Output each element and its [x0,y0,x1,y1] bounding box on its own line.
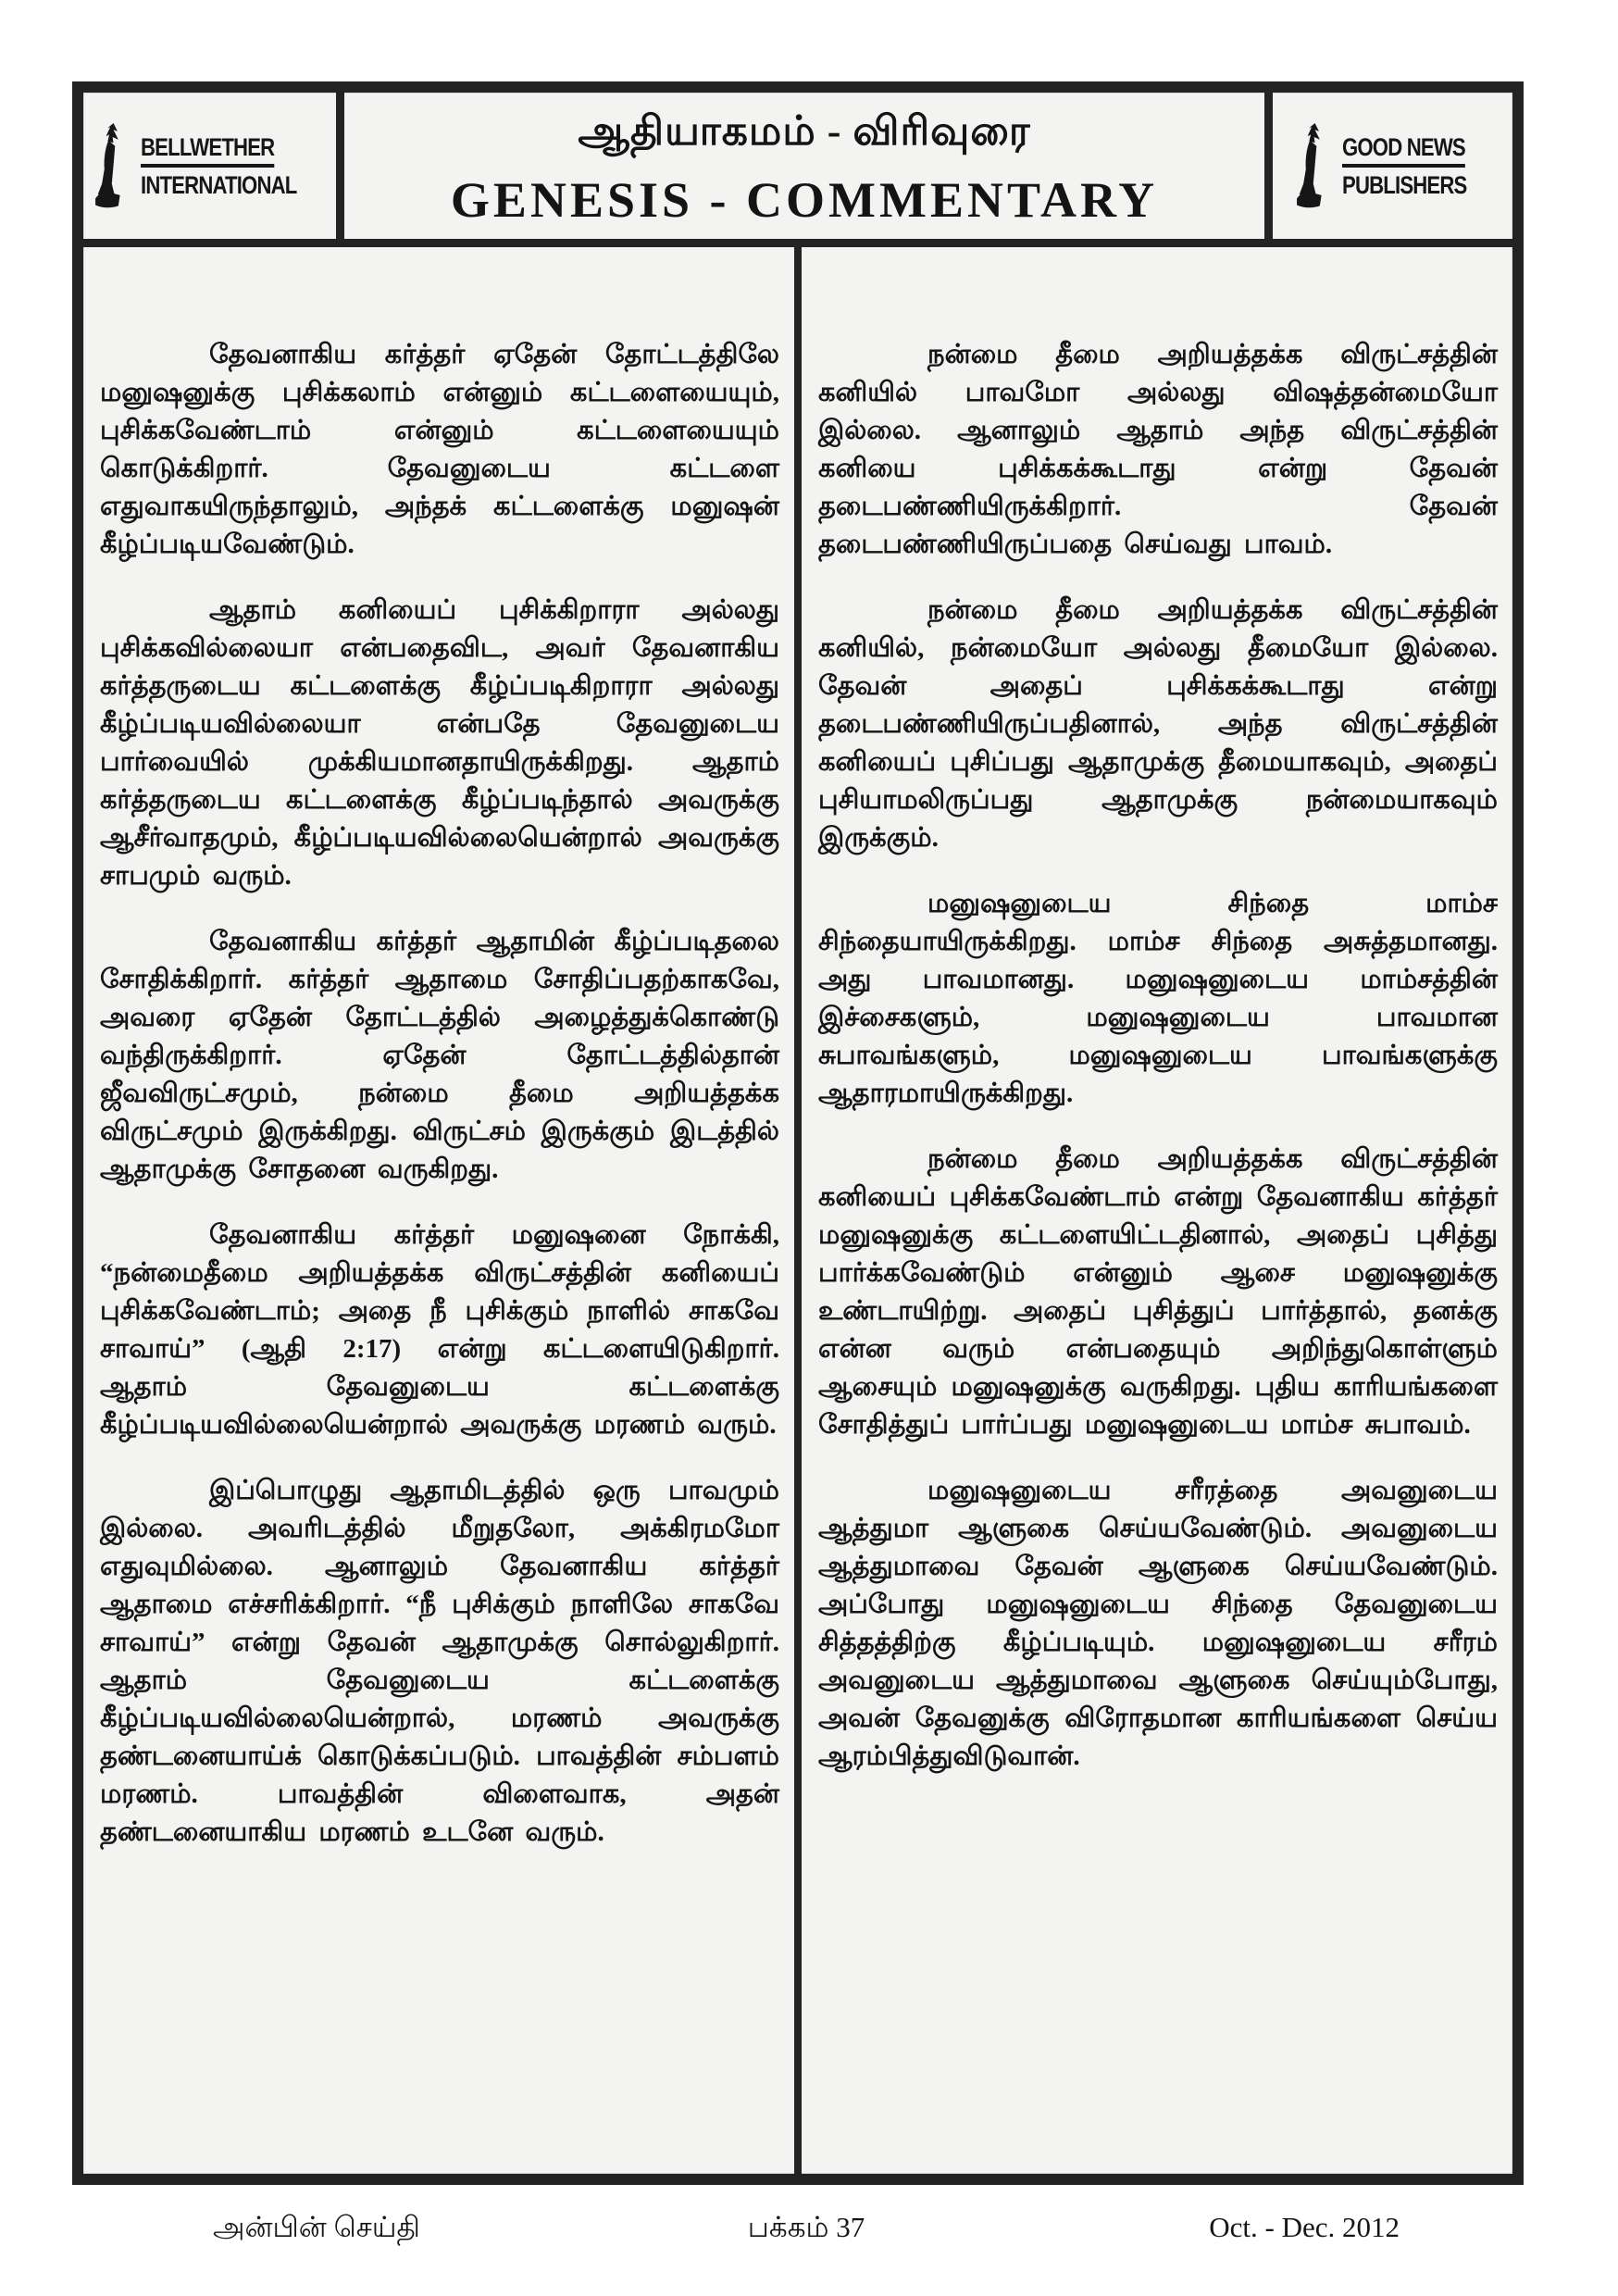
good-news-logo-line1: GOOD NEWS [1342,133,1465,168]
paragraph: தேவனாகிய கர்த்தர் ஆதாமின் கீழ்ப்படிதலை சோதிக்கிறார். கர்த்தர் ஆதாமை சோதிப்பதற்காகவே, அவரை ஏதேன் தோட்டத்தில் அழைத்துக்கொண்டு வந்திருக்கிறார். ஏதேன் தோட்டத்தில்தான் ஜீவவிருட்சமும், நன்மை தீமை அறியத்தக்க விருட்சமும் இருக்கிறது. விருட்சம் இருக்கும் இடத்தில் ஆதாமுக்கு சோதனை வருகிறது. [100,927,779,1184]
statue-torch-silhouette-icon [89,119,131,212]
statue-torch-silhouette-icon [1290,119,1333,212]
bellwether-logo-line1: BELLWETHER [141,133,274,168]
paragraph: மனுஷனுடைய சிந்தை மாம்ச சிந்தையாயிருக்கிறது. மாம்ச சிந்தை அசுத்தமானது. அது பாவமானது. மனுஷனுடைய மாம்சத்தின் இச்சைகளும், மனுஷனுடைய பாவமான சுபாவங்களும், மனுஷனுடைய பாவங்களுக்கு ஆதாரமாயிருக்கிறது. [818,889,1498,1108]
bellwether-international-logo [83,93,344,239]
article-body [83,247,1512,2174]
paragraph: மனுஷனுடைய சரீரத்தை அவனுடைய ஆத்துமா ஆளுகை செய்யவேண்டும். அவனுடைய ஆத்துமாவை தேவன் ஆளுகை செய்யவேண்டும். அப்போது மனுஷனுடைய சிந்தை தேவனுடைய சித்தத்திற்கு கீழ்ப்படியும். மனுஷனுடைய சரீரம் அவனுடைய ஆத்துமாவை ஆளுகை செய்யும்போது, அவன் தேவனுக்கு விரோதமான காரியங்களை செய்ய ஆரம்பித்துவிடுவான். [818,1476,1498,1771]
masthead-title [344,93,1264,239]
paragraph: தேவனாகிய கர்த்தர் மனுஷனை நோக்கி, “நன்மைதீமை அறியத்தக்க விருட்சத்தின் கனியைப் புசிக்கவேண்டாம்; அதை நீ புசிக்கும் நாளில் சாகவே சாவாய்” (ஆதி 2:17) என்று கட்டளையிடுகிறார். ஆதாம் தேவனுடைய கட்டளைக்கு கீழ்ப்படியவில்லையென்றால் அவருக்கு மரணம் வரும். [100,1220,779,1440]
footer-page-number: பக்கம் 37 [747,2211,865,2243]
good-news-logo-line2: PUBLISHERS [1342,170,1467,199]
paragraph: தேவனாகிய கர்த்தர் ஏதேன் தோட்டத்திலே மனுஷனுக்கு புசிக்கலாம் என்னும் கட்டளையையும், புசிக்கவேண்டாம் என்னும் கட்டளையையும் கொடுக்கிறார். தேவனுடைய கட்டளை எதுவாகயிருந்தாலும், அந்தக் கட்டளைக்கு மனுஷன் கீழ்ப்படியவேண்டும். [100,340,779,559]
footer-publication-name: அன்பின் செய்தி [213,2211,420,2243]
good-news-logo-text [1342,133,1494,199]
paragraph: நன்மை தீமை அறியத்தக்க விருட்சத்தின் கனியைப் புசிக்கவேண்டாம் என்று தேவனாகிய கர்த்தர் மனுஷனுக்கு கட்டளையிட்டதினால், அதைப் புசித்து பார்க்கவேண்டும் என்னும் ஆசை மனுஷனுக்கு உண்டாயிற்று. அதைப் புசித்துப் பார்த்தால், தனக்கு என்ன வரும் என்பதையும் அறிந்துகொள்ளும் ஆசையும் மனுஷனுக்கு வருகிறது. புதிய காரியங்களை சோதித்துப் பார்ப்பது மனுஷனுடைய மாம்ச சுபாவம். [818,1144,1498,1440]
right-column [802,247,1512,2174]
paragraph: ஆதாம் கனியைப் புசிக்கிறாரா அல்லது புசிக்கவில்லையா என்பதைவிட, அவர் தேவனாகிய கர்த்தருடைய கட்டளைக்கு கீழ்ப்படிகிறாரா அல்லது கீழ்ப்படியவில்லையா என்பதே தேவனுடைய பார்வையில் முக்கியமானதாயிருக்கிறது. ஆதாம் கர்த்தருடைய கட்டளைக்கு கீழ்ப்படிந்தால் அவருக்கு ஆசீர்வாதமும், கீழ்ப்படியவில்லையென்றால் அவருக்கு சாபமும் வரும். [100,595,779,891]
bellwether-logo-line2: INTERNATIONAL [140,170,297,199]
left-column [83,247,802,2174]
document-frame [72,81,1524,2185]
good-news-publishers-logo [1264,93,1512,239]
footer-date: Oct. - Dec. 2012 [1209,2211,1400,2243]
bellwether-logo-text [141,133,330,199]
masthead [83,93,1512,247]
page-footer [72,2211,1546,2248]
title-english: GENESIS - COMMENTARY [450,171,1159,228]
paragraph: நன்மை தீமை அறியத்தக்க விருட்சத்தின் கனியில், நன்மையோ அல்லது தீமையோ இல்லை. தேவன் அதைப் புசிக்கக்கூடாது என்று தடைபண்ணியிருப்பதினால், அந்த விருட்சத்தின் கனியைப் புசிப்பது ஆதாமுக்கு தீமையாகவும், அதைப் புசியாமலிருப்பது ஆதாமுக்கு நன்மையாகவும் இருக்கும். [818,595,1498,853]
paragraph: இப்பொழுது ஆதாமிடத்தில் ஒரு பாவமும் இல்லை. அவரிடத்தில் மீறுதலோ, அக்கிரமமோ எதுவுமில்லை. ஆனாலும் தேவனாகிய கர்த்தர் ஆதாமை எச்சரிக்கிறார். “நீ புசிக்கும் நாளிலே சாகவே சாவாய்” என்று தேவன் ஆதாமுக்கு சொல்லுகிறார். ஆதாம் தேவனுடைய கட்டளைக்கு கீழ்ப்படியவில்லையென்றால், மரணம் அவருக்கு தண்டனையாய்க் கொடுக்கப்படும். பாவத்தின் சம்பளம் மரணம். பாவத்தின் விளைவாக, அதன் தண்டனையாகிய மரணம் உடனே வரும். [100,1476,779,1847]
title-tamil: ஆதியாகமம் - விரிவுரை [578,107,1031,154]
paragraph: நன்மை தீமை அறியத்தக்க விருட்சத்தின் கனியில் பாவமோ அல்லது விஷத்தன்மையோ இல்லை. ஆனாலும் ஆதாம் அந்த விருட்சத்தின் கனியை புசிக்கக்கூடாது என்று தேவன் தடைபண்ணியிருக்கிறார். தேவன் தடைபண்ணியிருப்பதை செய்வது பாவம். [818,340,1498,559]
